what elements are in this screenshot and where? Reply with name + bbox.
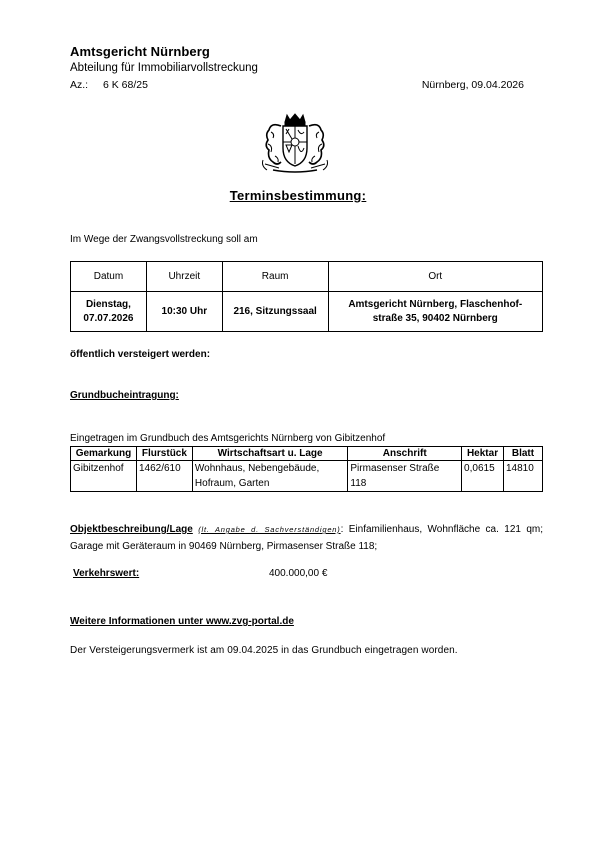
object-description [70, 521, 543, 555]
final-note: Der Versteigerungsvermerk ist am 09.04.2025 in das Grundbuch eingetragen worden. [70, 645, 458, 656]
place-line-1: Amtsgericht Nürnberg, Flaschenhof- [348, 298, 523, 310]
cell-flurstueck: 1462/610 [136, 461, 192, 492]
anschrift-line-2: 118 [350, 478, 367, 489]
grundbuch-table [70, 446, 543, 492]
object-text: : Einfamilienhaus, Wohnfläche ca. 121 qm; Garage mit Geräteraum in 90469 Nürnberg, Pirmasenser Straße 118; [70, 524, 543, 552]
header-datum: Datum [71, 262, 147, 292]
cell-hektar: 0,0615 [462, 461, 504, 492]
cell-gemarkung: Gibitzenhof [71, 461, 137, 492]
date-value: 07.07.2026 [83, 312, 134, 324]
header-wirtschaftsart: Wirtschaftsart u. Lage [192, 447, 347, 461]
court-name: Amtsgericht Nürnberg [70, 44, 210, 59]
auction-text: öffentlich versteigert werden: [70, 349, 211, 360]
appointment-time: 10:30 Uhr [146, 292, 222, 332]
cell-anschrift [348, 461, 462, 492]
header-ort: Ort [328, 262, 542, 292]
object-label: Objektbeschreibung/Lage [70, 524, 193, 535]
table-row [71, 461, 543, 492]
cell-blatt: 14810 [504, 461, 543, 492]
grundbuch-heading: Grundbucheintragung: [70, 390, 179, 401]
anschrift-line-1: Pirmasenser Straße [350, 463, 440, 474]
header-hektar: Hektar [462, 447, 504, 461]
info-link[interactable]: Weitere Informationen unter www.zvg-portal.de [70, 616, 294, 627]
place-line-2: straße 35, 90402 Nürnberg [372, 312, 498, 324]
intro-text: Im Wege der Zwangsvollstreckung soll am [70, 234, 258, 245]
appointment-date [71, 292, 147, 332]
header-gemarkung: Gemarkung [71, 447, 137, 461]
wirtschaftsart-line-2: Hofraum, Garten [194, 478, 270, 489]
cell-wirtschaftsart [192, 461, 347, 492]
place-date: Nürnberg, 09.04.2026 [421, 79, 524, 91]
coat-of-arms-icon [259, 112, 331, 174]
az-label: Az.: [70, 79, 89, 91]
date-weekday: Dienstag, [85, 298, 131, 310]
appointment-table [70, 261, 543, 332]
header-raum: Raum [222, 262, 328, 292]
object-note: (lt. Angabe d. Sachverständigen) [198, 525, 341, 534]
document-title: Terminsbestimmung: [229, 188, 367, 203]
wirtschaftsart-line-1: Wohnhaus, Nebengebäude, [194, 463, 320, 474]
header-uhrzeit: Uhrzeit [146, 262, 222, 292]
grundbuch-header-row [71, 447, 543, 461]
case-number: 6 K 68/25 [103, 79, 148, 91]
grundbuch-intro: Eingetragen im Grundbuch des Amtsgerichts Nürnberg von Gibitzenhof [70, 433, 386, 444]
header-anschrift: Anschrift [348, 447, 462, 461]
appointment-room: 216, Sitzungssaal [222, 292, 328, 332]
header-flurstueck: Flurstück [136, 447, 192, 461]
header-blatt: Blatt [504, 447, 543, 461]
market-value-amount: 400.000,00 € [269, 568, 328, 579]
market-value-label: Verkehrswert: [73, 568, 140, 579]
appointment-header-row [71, 262, 543, 292]
appointment-row [71, 292, 543, 332]
appointment-place [328, 292, 542, 332]
department: Abteilung für Immobiliarvollstreckung [70, 62, 258, 74]
